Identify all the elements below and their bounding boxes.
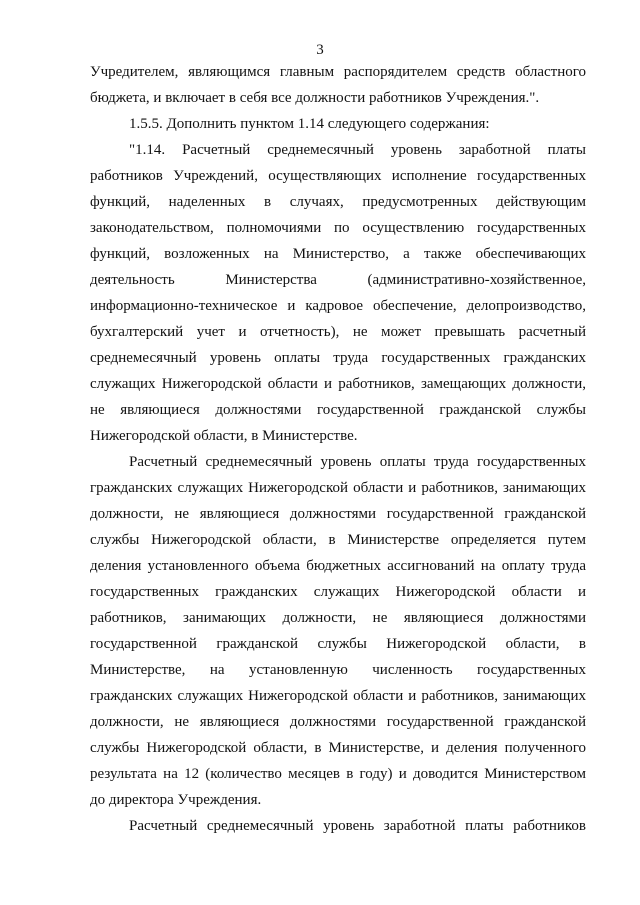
text-line: функций, наделенных в случаях, предусмотренных действующим <box>90 194 586 210</box>
text-line: информационно-техническое и кадровое обеспечение, делопроизводство, <box>90 298 586 314</box>
text-line: бюджета, и включает в себя все должности работников Учреждения.". <box>90 90 540 106</box>
text-line: Министерстве, на установленную численность государственных <box>90 662 586 678</box>
text-line: Расчетный среднемесячный уровень оплаты труда государственных <box>129 454 586 470</box>
document-body <box>90 59 586 839</box>
text-line: должности, не являющиеся должностями государственной гражданской <box>90 714 586 730</box>
text-line: Учредителем, являющимся главным распорядителем средств областного <box>90 64 586 80</box>
text-line: 1.5.5. Дополнить пунктом 1.14 следующего содержания: <box>129 116 490 132</box>
text-line: "1.14. Расчетный среднемесячный уровень заработной платы <box>129 142 586 158</box>
text-line: не являющиеся должностями государственной гражданской службы <box>90 402 586 418</box>
text-line: бухгалтерский учет и отчетность), не может превышать расчетный <box>90 324 586 340</box>
text-line: работников, занимающих должности, не являющиеся должностями <box>90 610 586 626</box>
text-line: работников Учреждений, осуществляющих исполнение государственных <box>90 168 586 184</box>
text-line: законодательством, полномочиями по осуществлению государственных <box>90 220 586 236</box>
page-number: 3 <box>316 42 324 58</box>
text-line: службы Нижегородской области, в Министерстве определяется путем <box>90 532 586 548</box>
text-line: государственных гражданских служащих Нижегородской области и <box>90 584 586 600</box>
text-line: гражданских служащих Нижегородской области и работников, занимающих <box>90 480 586 496</box>
text-line: Нижегородской области, в Министерстве. <box>90 428 358 444</box>
text-line: деятельность Министерства (административно-хозяйственное, <box>90 272 586 288</box>
text-line: должности, не являющиеся должностями государственной гражданской <box>90 506 586 522</box>
text-line: Расчетный среднемесячный уровень заработной платы работников <box>129 818 586 834</box>
text-line: служащих Нижегородской области и работников, замещающих должности, <box>90 376 586 392</box>
text-line: результата на 12 (количество месяцев в году) и доводится Министерством <box>90 766 586 782</box>
text-line: государственной гражданской службы Нижегородской области, в <box>90 636 586 652</box>
text-line: службы Нижегородской области, в Министерстве, и деления полученного <box>90 740 586 756</box>
text-line: функций, возложенных на Министерство, а также обеспечивающих <box>90 246 586 262</box>
text-line: среднемесячный уровень оплаты труда государственных гражданских <box>90 350 586 366</box>
text-line: деления установленного объема бюджетных ассигнований на оплату труда <box>90 558 586 574</box>
text-line: до директора Учреждения. <box>90 792 262 808</box>
text-line: гражданских служащих Нижегородской области и работников, занимающих <box>90 688 586 704</box>
